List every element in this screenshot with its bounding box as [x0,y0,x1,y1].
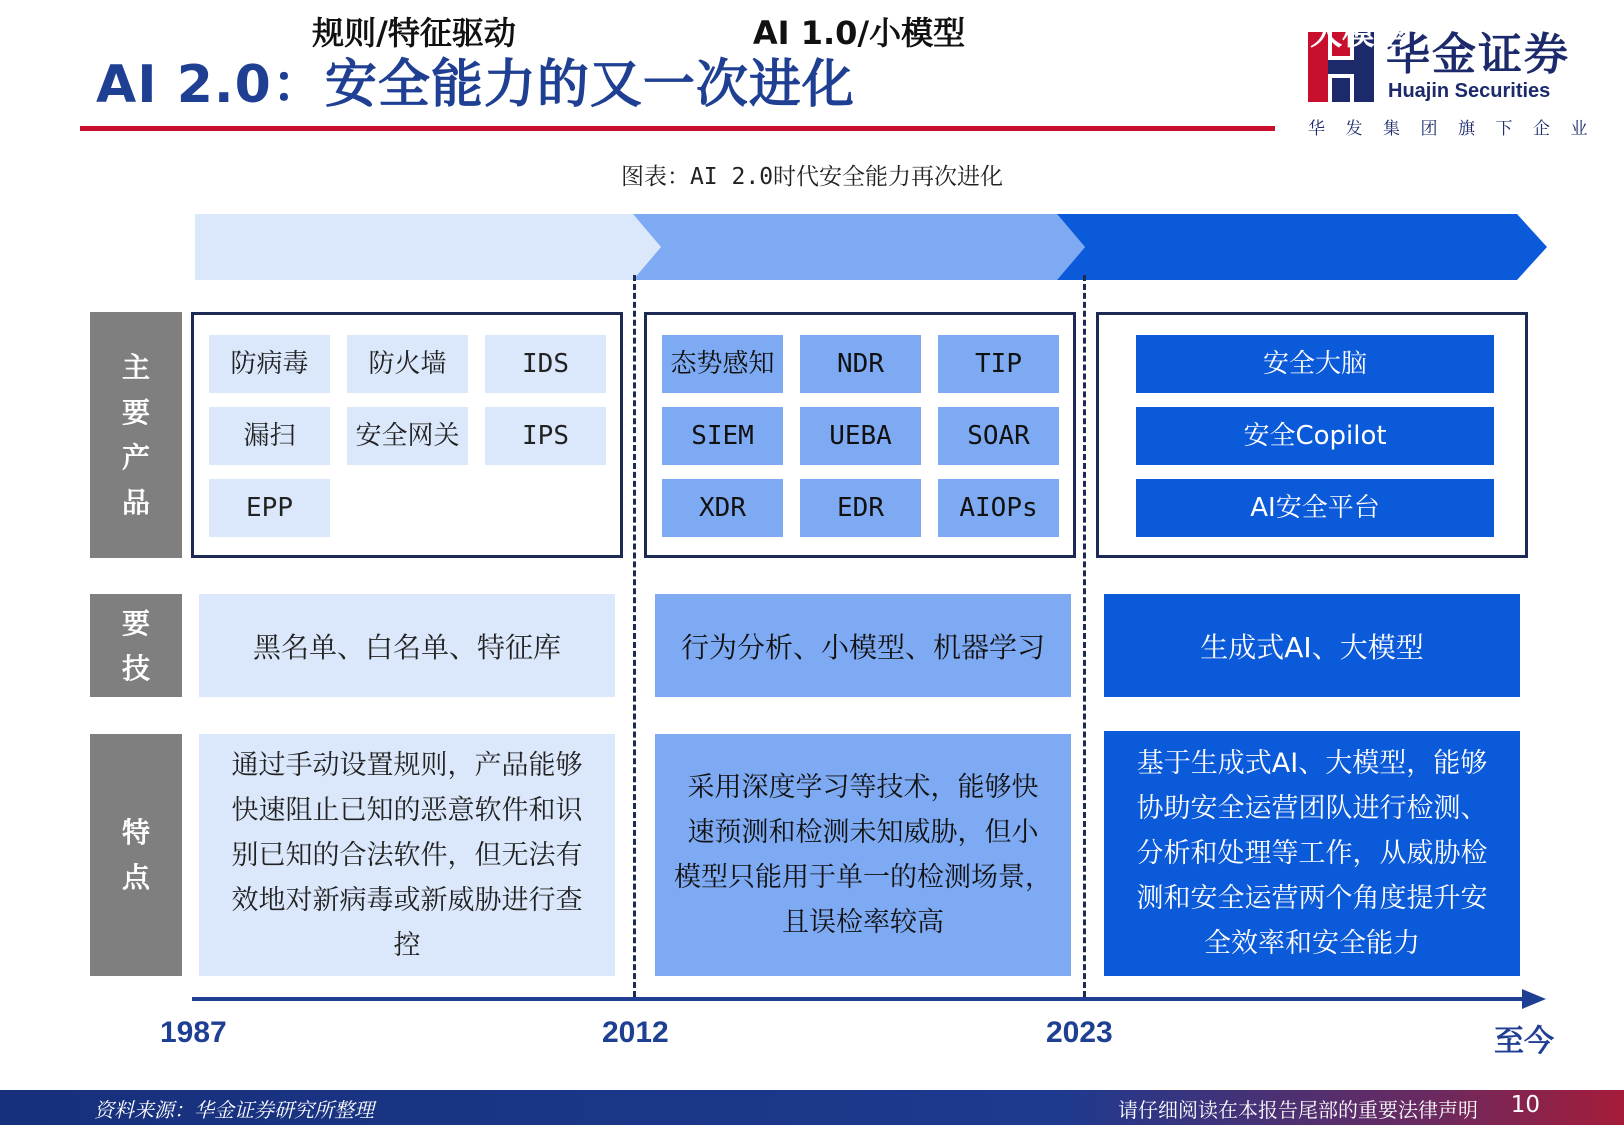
feature-line: 效地对新病毒或新威胁进行查 [231,884,583,916]
era-divider-2012 [633,275,636,997]
footer-source: 资料来源：华金证券研究所整理 [94,1098,374,1122]
product-chip: 防病毒 [209,335,330,393]
feature-line: 别已知的合法软件，但无法有 [231,839,583,871]
feature-line: 快速阻止已知的恶意软件和识 [231,794,583,826]
logo-english-name: Huajin Securities [1388,80,1551,102]
feature-line: 模型只能用于单一的检测场景， [674,862,1052,893]
feature-line: 分析和处理等工作，从威胁检 [1136,838,1488,869]
product-chip: UEBA [800,407,921,465]
footer-bar [0,1090,1624,1125]
phase-label-ai1: AI 1.0/小模型 [752,14,966,52]
footer-disclaimer: 请仔细阅读在本报告尾部的重要法律声明 [1118,1098,1478,1122]
feature-cell-phase2 [655,734,1071,976]
phase2-arrow-shape [633,214,1085,280]
timeline-arrow [190,984,1550,1014]
phase-label-rules: 规则/特征驱动 [312,14,516,52]
product-chip: 防火墙 [347,335,468,393]
feature-line: 速预测和检测未知威胁，但小 [687,817,1039,848]
feature-line: 基于生成式AI、大模型，能够 [1136,748,1488,779]
phase3-arrow-shape [1057,214,1547,280]
row-label-char: 要 [121,606,150,640]
tech-cell-phase2: 行为分析、小模型、机器学习 [655,594,1071,697]
product-chip: XDR [662,479,783,537]
feature-cell-phase1 [199,734,615,976]
products-box-phase3 [1096,312,1528,558]
product-chip: AI安全平台 [1136,479,1494,537]
logo-chinese-name: 华金证券 [1386,29,1570,80]
phase1-arrow-shape [195,214,661,280]
row-label-char: 产 [121,441,150,474]
figure-caption: 图表：AI 2.0时代安全能力再次进化 [620,164,1004,190]
row-label-char: 技 [121,651,150,685]
row-label-products [90,312,182,558]
product-chip: 漏扫 [209,407,330,465]
page-number: 10 [1510,1092,1540,1118]
product-chip: EDR [800,479,921,537]
feature-line: 且误检率较高 [782,907,944,938]
row-label-features [90,734,182,976]
product-chip: 安全网关 [347,407,468,465]
tech-cell-phase1: 黑名单、白名单、特征库 [199,594,615,697]
product-chip: 安全Copilot [1136,407,1494,465]
product-chip: NDR [800,335,921,393]
row-label-char: 点 [121,861,150,894]
feature-line: 控 [393,929,421,961]
products-box-phase2 [644,312,1076,558]
row-label-char: 要 [121,396,150,429]
product-chip: 态势感知 [662,335,783,393]
row-label-char: 品 [121,486,150,519]
row-label-tech [90,594,182,697]
title-underline [80,126,1275,131]
feature-line: 采用深度学习等技术，能够快 [687,772,1039,803]
timeline-year: 至今 [1494,1025,1554,1058]
product-chip: EPP [209,479,330,537]
product-chip: TIP [938,335,1059,393]
product-chip: SIEM [662,407,783,465]
phase-label-ai2: AI 2.0/大模型 [1193,14,1407,52]
tech-cell-phase3: 生成式AI、大模型 [1104,594,1520,697]
timeline-year: 2012 [602,1016,669,1049]
feature-line: 全效率和安全能力 [1204,928,1420,959]
feature-line: 通过手动设置规则，产品能够 [231,749,583,781]
row-label-char: 主 [121,351,150,384]
timeline-year: 1987 [160,1016,227,1049]
timeline-year: 2023 [1046,1016,1113,1049]
product-chip: 安全大脑 [1136,335,1494,393]
product-chip: AIOPs [938,479,1059,537]
product-chip: SOAR [938,407,1059,465]
product-chip: IDS [485,335,606,393]
phase-arrow-banner [195,214,1547,280]
feature-line: 协助安全运营团队进行检测、 [1136,793,1488,824]
logo-subtitle: 华发集团旗下企业 [1308,119,1608,139]
page-title: AI 2.0：安全能力的又一次进化 [96,55,855,115]
products-box-phase1 [191,312,623,558]
feature-line: 测和安全运营两个角度提升安 [1136,883,1488,914]
era-divider-2023 [1083,275,1086,997]
feature-cell-phase3 [1104,731,1520,976]
product-chip: IPS [485,407,606,465]
row-label-char: 特 [121,816,150,849]
